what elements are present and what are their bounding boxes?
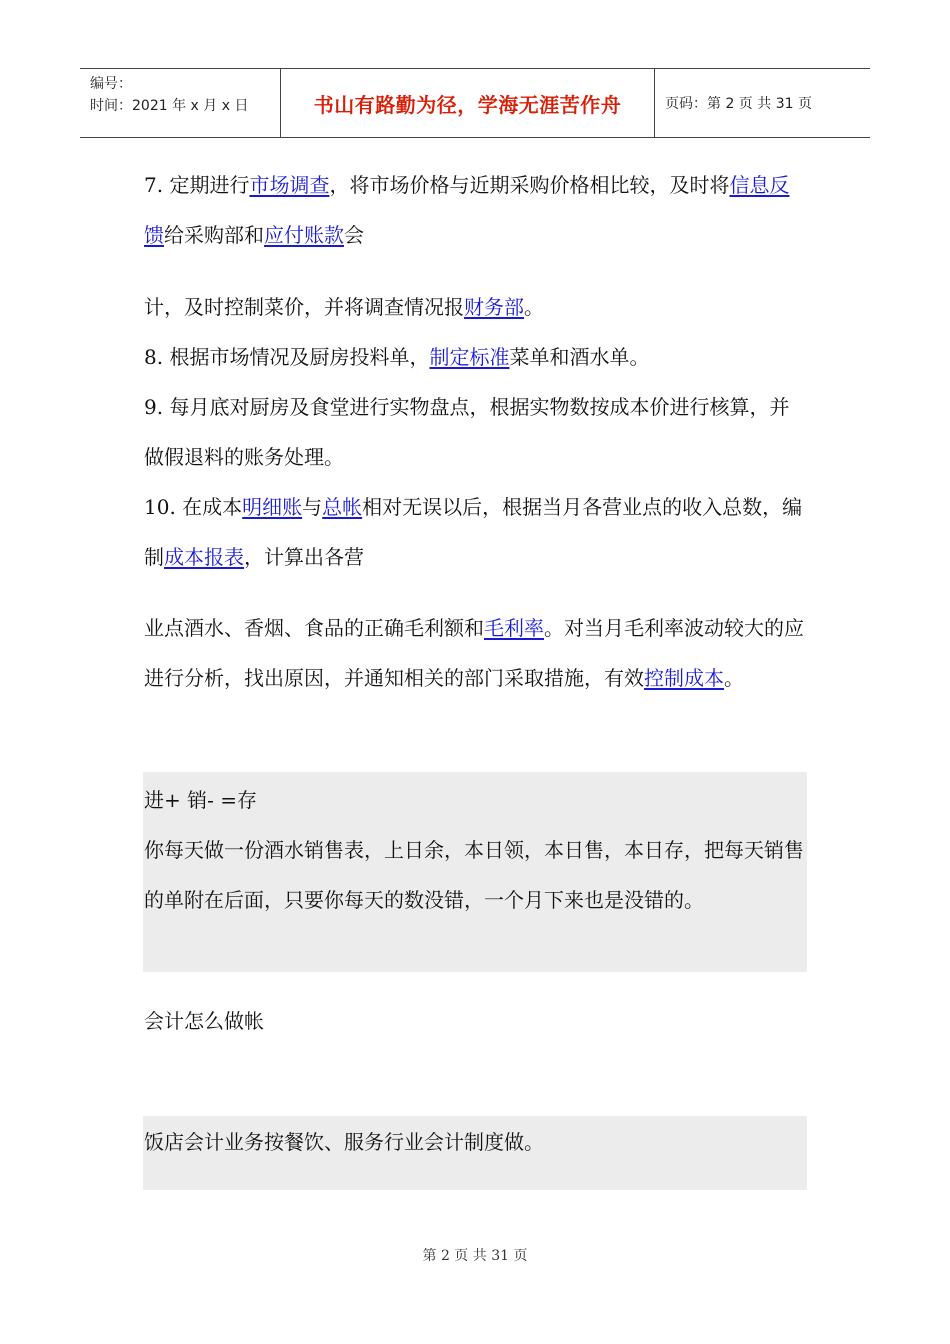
header-motto: 书山有路勤为径，学海无涯苦作舟: [281, 69, 655, 137]
text-run: 10. 在成本: [144, 495, 243, 519]
text-run: 7. 定期进行: [144, 173, 250, 197]
text-run: 8. 根据市场情况及厨房投料单，: [144, 345, 430, 369]
paragraph-item-7: [144, 160, 808, 260]
header-page-info: 页码：第 2 页 共 31 页: [665, 96, 812, 112]
header-meta: [80, 69, 281, 137]
text-run: ，计算出各营: [244, 545, 364, 569]
text-run: 9. 每月底对厨房及食堂进行实物盘点，根据实物数按成本价进行核算，并做假退料的账务处理。: [144, 395, 790, 469]
link-general-ledger[interactable]: 总帐: [322, 495, 363, 519]
page-header: [80, 68, 870, 138]
paragraph-item-10-continued: [144, 603, 808, 703]
paragraph-item-10: [144, 482, 808, 582]
text-run: 给采购部和: [164, 223, 264, 247]
answer2-paragraph: 饭店会计业务按餐饮、服务行业会计制度做。: [144, 1130, 544, 1154]
text-run: 。: [524, 295, 544, 319]
text-run: 相对无误以后，根据当月各营业点的收入总数，编制: [144, 495, 803, 569]
link-accounts-payable[interactable]: 应付账款: [264, 223, 344, 247]
document-number-label: 编号：: [90, 76, 132, 92]
link-info-feedback[interactable]: 信息反馈: [144, 173, 790, 247]
text-run: 计，及时控制菜价，并将调查情况报: [144, 295, 464, 319]
link-finance-dept[interactable]: 财务部: [464, 295, 524, 319]
link-cost-report[interactable]: 成本报表: [164, 545, 244, 569]
question-heading: 会计怎么做帐: [144, 1009, 264, 1033]
answer-paragraph: 你每天做一份酒水销售表，上日余，本日领，本日售，本日存，把每天销售的单附在后面，只要你每天的数没错，一个月下来也是没错的。: [144, 838, 804, 912]
formula-line: 进+ 销- =存: [144, 788, 257, 812]
text-run: 会: [344, 223, 364, 247]
link-gross-margin[interactable]: 毛利率: [484, 616, 544, 640]
paragraph-item-7-continued: [144, 282, 808, 332]
text-run: 业点酒水、香烟、食品的正确毛利额和: [144, 616, 484, 640]
text-run: 。: [724, 666, 744, 690]
link-market-survey[interactable]: 市场调查: [249, 173, 330, 197]
link-set-standard[interactable]: 制定标准: [429, 345, 510, 369]
document-date: 时间：2021 年 x 月 x 日: [90, 98, 249, 114]
paragraph-item-8: [144, 332, 808, 382]
text-run: 。对当月毛利率波动较大的应进行分析，找出原因，并通知相关的部门采取措施，有效: [144, 616, 804, 690]
page-footer: 第 2 页 共 31 页: [422, 1248, 528, 1264]
text-run: 菜单和酒水单。: [509, 345, 650, 369]
paragraph-item-9: [144, 382, 808, 482]
text-run: ，将市场价格与近期采购价格相比较，及时将: [329, 173, 730, 197]
link-detail-ledger[interactable]: 明细账: [242, 495, 303, 519]
text-run: 与: [302, 495, 323, 519]
link-cost-control[interactable]: 控制成本: [644, 666, 724, 690]
